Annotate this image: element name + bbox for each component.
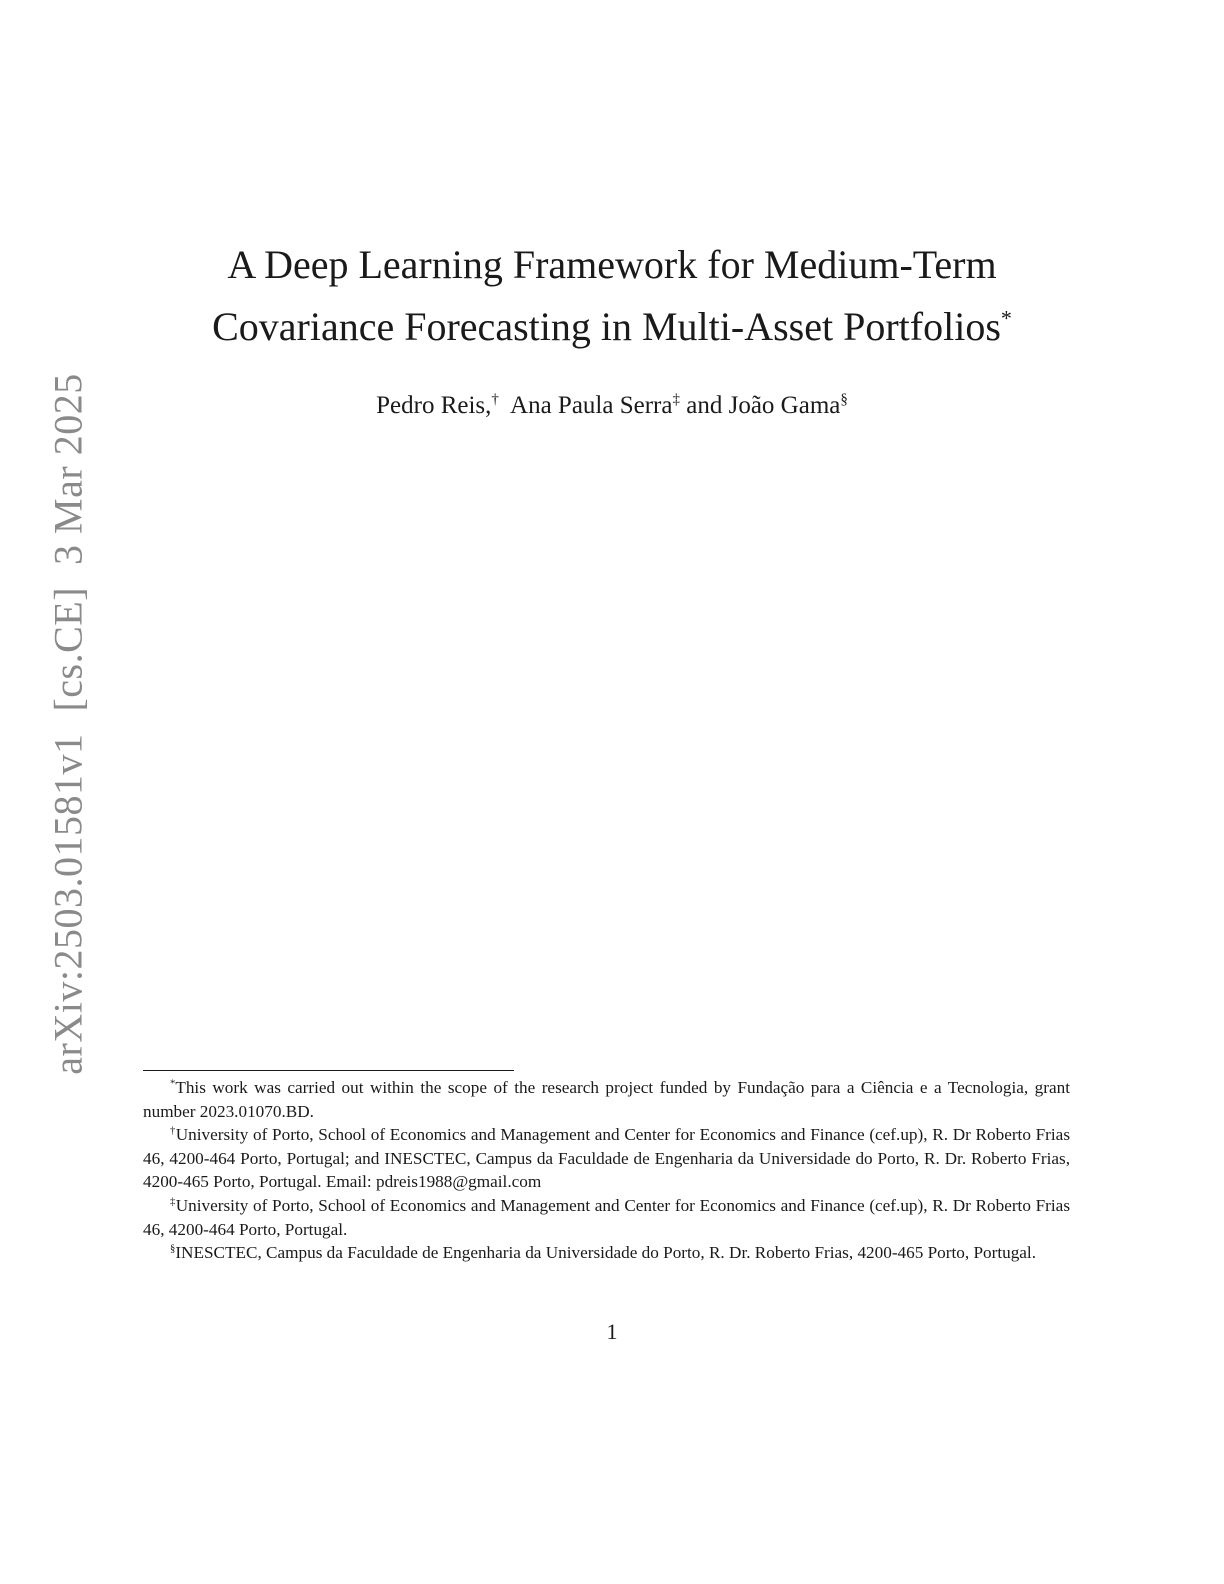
author-footnote-mark: †	[491, 391, 499, 408]
footnote	[143, 1241, 1070, 1265]
footnote	[143, 1194, 1070, 1241]
author-conjunction: and	[686, 392, 723, 419]
footnotes	[143, 1076, 1070, 1265]
footnote-rule	[143, 1070, 514, 1071]
title-line-2: Covariance Forecasting in Multi-Asset Portfolios	[212, 304, 1001, 349]
author-name: João Gama	[728, 392, 841, 419]
title-line-1: A Deep Learning Framework for Medium-Term	[227, 242, 997, 287]
title-footnote-mark: *	[1000, 305, 1012, 331]
arxiv-identifier-stamp	[45, 373, 92, 1074]
page-number: 1	[606, 1319, 618, 1344]
footnote-text: University of Porto, School of Economics and Management and Center for Economics and Finance (cef.up), R. Dr Roberto Frias 46, 4200-464 Porto, Portugal.	[143, 1195, 1071, 1239]
footnote-text: University of Porto, School of Economics and Management and Center for Economics and Finance (cef.up), R. Dr Roberto Frias 46, 4200-464 Porto, Portugal; and INESCTEC, Campus da Faculdade de Engenharia da Universidade do Porto, R. Dr. Roberto Frias, 4200-465 Porto, Portugal. Email: pdreis1988@gmail.com	[143, 1125, 1071, 1192]
author-list	[0, 388, 1224, 424]
footnote	[143, 1123, 1070, 1194]
author-footnote-mark: ‡	[672, 391, 680, 408]
author-footnote-mark: §	[840, 391, 848, 408]
arxiv-id: arXiv:2503.01581v1	[45, 733, 91, 1075]
arxiv-date: 3 Mar 2025	[45, 373, 91, 565]
author-separator: ,	[485, 392, 492, 419]
paper-title	[0, 234, 1224, 358]
author-name: Ana Paula Serra	[510, 392, 673, 419]
footnote-mark: ‡	[170, 1196, 176, 1208]
arxiv-category: [cs.CE]	[45, 586, 91, 712]
author-name: Pedro Reis	[376, 392, 486, 419]
footnote-mark: §	[170, 1243, 176, 1255]
footnote-text: This work was carried out within the scope of the research project funded by Fundação para a Ciência e a Tecnologia, grant number 2023.01070.BD.	[143, 1078, 1070, 1121]
footnote	[143, 1076, 1070, 1123]
footnote-mark: †	[170, 1125, 176, 1137]
footnote-mark: *	[170, 1078, 176, 1090]
footnote-text: INESCTEC, Campus da Faculdade de Engenharia da Universidade do Porto, R. Dr. Roberto Frias, 4200-465 Porto, Portugal.	[175, 1243, 1037, 1263]
